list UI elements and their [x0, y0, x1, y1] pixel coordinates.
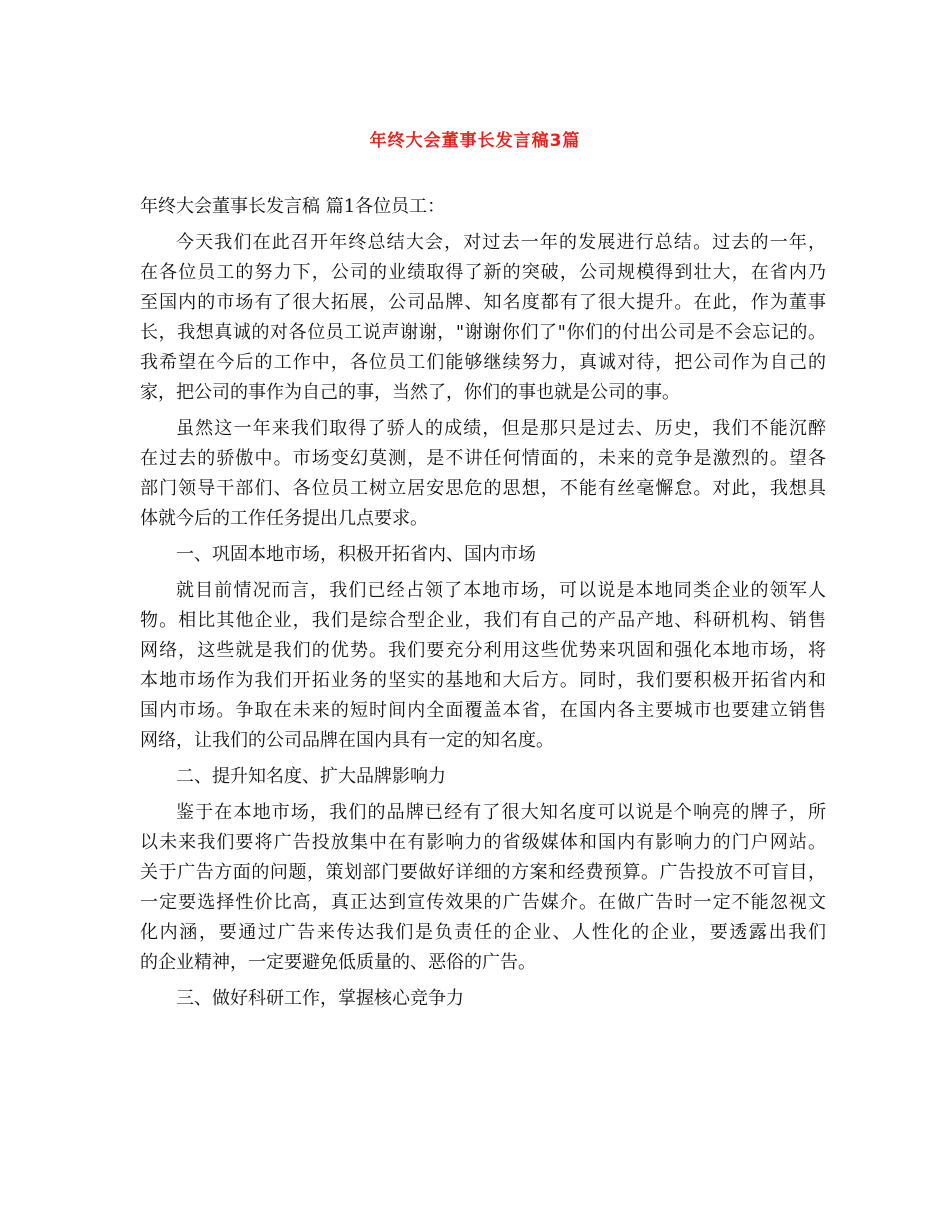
- intro-paragraph: [140, 192, 826, 222]
- section-heading: [140, 984, 826, 1014]
- paragraph-line: 至国内的市场有了很大拓展，公司品牌、知名度都有了很大提升。在此，作为董事: [140, 292, 826, 313]
- paragraph-line: 以未来我们要将广告投放集中在有影响力的省级媒体和国内有影响力的门户网站。: [140, 832, 826, 853]
- paragraph-line: 网络，让我们的公司品牌在国内具有一定的知名度。: [140, 730, 554, 751]
- paragraph-line: 化内涵，要通过广告来传达我们是负责任的企业、人性化的企业，要透露出我们: [140, 922, 826, 943]
- paragraph-line: 本地市场作为我们开拓业务的坚实的基地和大后方。同时，我们要积极开拓省内和: [140, 670, 826, 691]
- heading-text: 三、做好科研工作，掌握核心竞争力: [176, 988, 464, 1009]
- body-paragraph: [140, 414, 826, 534]
- paragraph-line: 在过去的骄傲中。市场变幻莫测，是不讲任何情面的，未来的竞争是激烈的。望各: [140, 448, 826, 469]
- paragraph-line: 的企业精神，一定要避免低质量的、恶俗的广告。: [140, 952, 536, 973]
- body-paragraph: [140, 798, 826, 978]
- section-heading: [140, 540, 826, 570]
- paragraph-line: 物。相比其他企业，我们是综合型企业，我们有自己的产品产地、科研机构、销售: [140, 610, 826, 631]
- paragraph-line: 就目前情况而言，我们已经占领了本地市场，可以说是本地同类企业的领军人: [176, 580, 826, 601]
- heading-text: 二、提升知名度、扩大品牌影响力: [176, 766, 446, 787]
- paragraph-line: 鉴于在本地市场，我们的品牌已经有了很大知名度可以说是个响亮的牌子，所: [176, 802, 826, 823]
- paragraph-line: 网络，这些就是我们的优势。我们要充分利用这些优势来巩固和强化本地市场，将: [140, 640, 826, 661]
- paragraph-line: 虽然这一年来我们取得了骄人的成绩，但是那只是过去、历史，我们不能沉醉: [176, 418, 826, 439]
- document-body: [140, 192, 826, 1020]
- paragraph-line: 长，我想真诚的对各位员工说声谢谢，"谢谢你们了"你们的付出公司是不会忘记的。: [140, 322, 826, 343]
- paragraph-line: 我希望在今后的工作中，各位员工们能够继续努力，真诚对待，把公司作为自己的: [140, 352, 826, 373]
- paragraph-line: 部门领导干部们、各位员工树立居安思危的思想，不能有丝毫懈怠。对此，我想具: [140, 478, 826, 499]
- paragraph-line: 国内市场。争取在未来的短时间内全面覆盖本省，在国内各主要城市也要建立销售: [140, 700, 826, 721]
- paragraph-line: 一定要选择性价比高，真正达到宣传效果的广告媒介。在做广告时一定不能忽视文: [140, 892, 826, 913]
- intro-line: 年终大会董事长发言稿 篇1各位员工：: [140, 196, 446, 217]
- paragraph-line: 今天我们在此召开年终总结大会，对过去一年的发展进行总结。过去的一年，: [176, 232, 826, 253]
- body-paragraph: [140, 576, 826, 756]
- paragraph-line: 家，把公司的事作为自己的事，当然了，你们的事也就是公司的事。: [140, 382, 680, 403]
- paragraph-line: 在各位员工的努力下，公司的业绩取得了新的突破，公司规模得到壮大，在省内乃: [140, 262, 826, 283]
- document-title: 年终大会董事长发言稿3篇: [369, 131, 581, 151]
- paragraph-line: 体就今后的工作任务提出几点要求。: [140, 508, 428, 529]
- paragraph-list: [140, 228, 826, 1014]
- heading-text: 一、巩固本地市场，积极开拓省内、国内市场: [176, 544, 536, 565]
- body-paragraph: [140, 228, 826, 408]
- section-heading: [140, 762, 826, 792]
- paragraph-line: 关于广告方面的问题，策划部门要做好详细的方案和经费预算。广告投放不可盲目，: [140, 862, 826, 883]
